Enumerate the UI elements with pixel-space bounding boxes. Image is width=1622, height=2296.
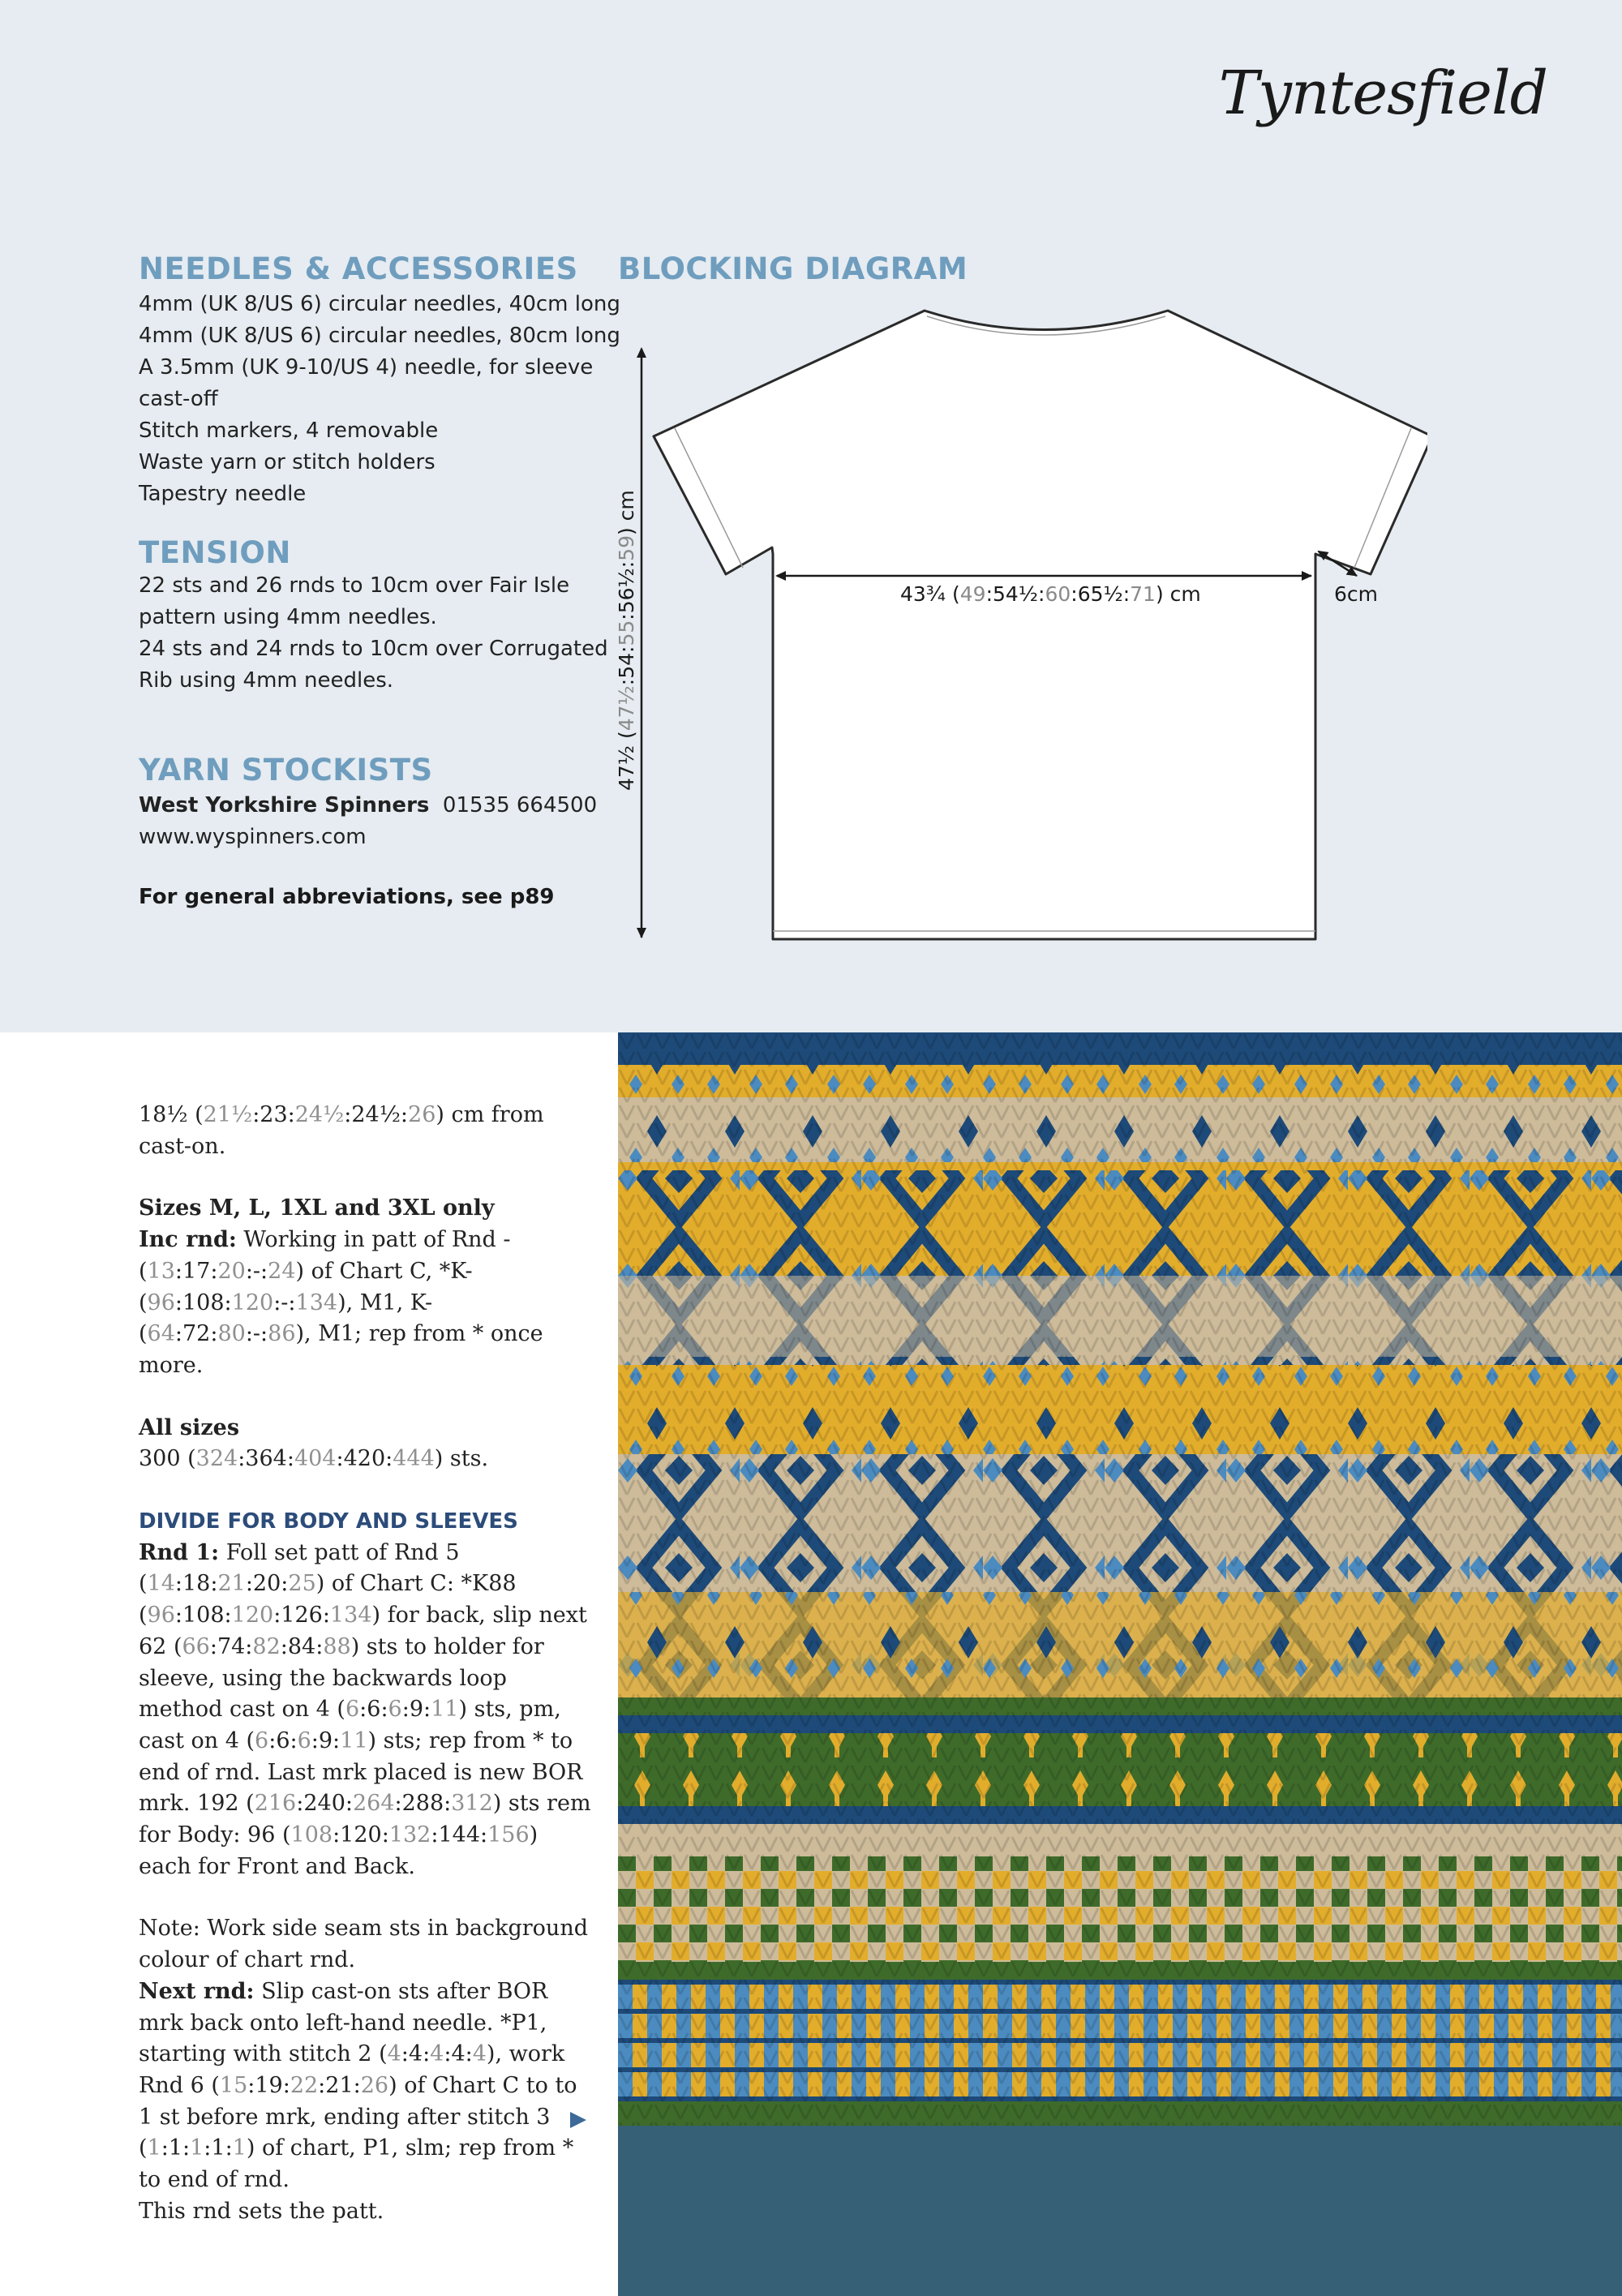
- stockist-phone: 01535 664500: [442, 793, 598, 818]
- needles-line: 4mm (UK 8/US 6) circular needles, 40cm long: [139, 292, 620, 316]
- garment-outline: [654, 311, 1427, 939]
- stockists-block: [139, 790, 601, 853]
- needles-list: [139, 289, 620, 510]
- abbreviations-note: For general abbreviations, see p89: [139, 885, 555, 909]
- pattern-sets-line: This rnd sets the patt.: [139, 2198, 384, 2224]
- stockists-heading: YARN STOCKISTS: [139, 753, 433, 788]
- needles-line: A 3.5mm (UK 9-10/US 4) needle, for sleeve: [139, 355, 594, 380]
- pattern-paragraph: All sizes 300 (324:364:404:420:444) sts.: [139, 1414, 489, 1472]
- stockist-company: West Yorkshire Spinners: [139, 793, 430, 818]
- pattern-paragraph: Sizes M, L, 1XL and 3XL only Inc rnd: Working in patt of Rnd -(13:17:20:-:24) of Chart C, *K-(96:108:120:-:134), M1, K-(64:72:80:-:86), M1; rep from * once more.: [139, 1195, 543, 1378]
- sizes-subheading: Sizes M, L, 1XL and 3XL only: [139, 1195, 495, 1221]
- pattern-paragraph: 18½ (21½:23:24½:24½:26) cm from cast-on.: [139, 1102, 544, 1159]
- divide-subheading: DIVIDE FOR BODY AND SLEEVES: [139, 1509, 518, 1534]
- pattern-note: Note: Work side seam sts in background colour of chart rnd.: [139, 1916, 588, 1973]
- tension-line: 22 sts and 26 rnds to 10cm over Fair Isle: [139, 573, 570, 598]
- length-measurement: 47½ (47½:54:55:56½:59) cm: [615, 490, 638, 791]
- pattern-paragraph: Next rnd: Slip cast-on sts after BOR mrk back onto left-hand needle. *P1, starting with stitch 2 (4:4:4:4:4), work Rnd 6 (15:19:22:21:26) of Chart C to to 1 st before mrk, ending after stitch 3 (1:1:1:1:1) of chart, P1, slm; rep from * to end of rnd.: [139, 1978, 577, 2193]
- fair-isle-photo: [618, 1032, 1622, 2296]
- needles-line: 4mm (UK 8/US 6) circular needles, 80cm long: [139, 324, 620, 348]
- page-title: Tyntesfield: [1218, 58, 1547, 128]
- continue-arrow-icon[interactable]: [570, 2112, 586, 2128]
- tension-line: Rib using 4mm needles.: [139, 668, 394, 693]
- stockist-contact: [139, 790, 601, 822]
- all-sizes-subheading: All sizes: [139, 1414, 240, 1440]
- pattern-paragraph: Rnd 1: Foll set patt of Rnd 5 (14:18:21:20:25) of Chart C: *K88 (96:108:120:126:134) for back, slip next 62 (66:74:82:84:88) sts to holder for sleeve, using the backwards loop method cast on 4 (6:6:6:9:11) sts, pm, cast on 4 (6:6:6:9:11) sts; rep from * to end of rnd. Last mrk placed is new BOR mrk. 192 (216:240:264:288:312) sts rem for Body: 96 (108:120:132:144:156) each for Front and Back.: [139, 1539, 591, 1879]
- tension-heading: TENSION: [139, 535, 291, 570]
- width-measurement: 43¾ (49:54½:60:65½:71) cm: [900, 582, 1201, 606]
- pattern-instructions: [139, 1100, 593, 2259]
- needles-line: cast-off: [139, 387, 218, 411]
- tension-line: 24 sts and 24 rnds to 10cm over Corrugated: [139, 637, 608, 661]
- needles-heading: NEEDLES & ACCESSORIES: [139, 251, 578, 286]
- stockist-website[interactable]: www.wyspinners.com: [139, 825, 367, 849]
- needles-line: Stitch markers, 4 removable: [139, 418, 439, 443]
- needles-line: Tapestry needle: [139, 482, 307, 506]
- fair-isle-illustration: [618, 1032, 1622, 2296]
- blocking-heading: BLOCKING DIAGRAM: [618, 251, 968, 286]
- tension-line: pattern using 4mm needles.: [139, 605, 437, 629]
- blocking-diagram: [600, 300, 1427, 949]
- needles-line: Waste yarn or stitch holders: [139, 450, 436, 474]
- tension-list: [139, 570, 608, 697]
- sleeve-measurement: 6cm: [1334, 582, 1379, 606]
- garment-schematic: [600, 300, 1427, 949]
